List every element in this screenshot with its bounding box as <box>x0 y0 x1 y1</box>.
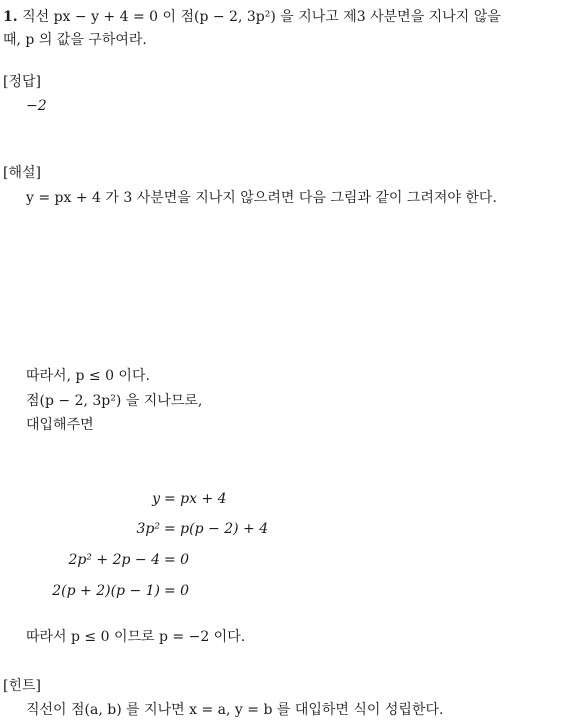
explanation-line-b: 점(p − 2, 3p²) 을 지나므로, <box>26 393 203 409</box>
problem-line-1 <box>3 7 501 27</box>
explanation-line-a: 따라서, p ≤ 0 이다. <box>26 368 150 384</box>
problem-line-2: 때, p 의 값을 구하여라. <box>3 32 147 48</box>
hint-heading: [힌트] <box>3 678 41 694</box>
hint-text: 직선이 점(a, b) 를 지나면 x = a, y = b 를 대입하면 식이 성립한다. <box>26 702 444 718</box>
problem-number: 1. <box>3 9 18 25</box>
answer-value: −2 <box>26 98 47 114</box>
equation-2-rhs: = p(p − 2) + 4 <box>164 521 269 537</box>
equation-2-lhs: 3p² <box>136 521 160 537</box>
equation-4-lhs: 2(p + 2)(p − 1) <box>52 583 160 599</box>
equation-1-rhs: = px + 4 <box>164 491 227 507</box>
equation-3-lhs: 2p² + 2p − 4 <box>68 552 160 568</box>
equation-1-lhs: y <box>152 491 160 507</box>
problem-text-1: 직선 px − y + 4 = 0 이 점(p − 2, 3p²) 을 지나고 제3 사분면을 지나지 않을 <box>22 9 501 25</box>
explanation-intro: y = px + 4 가 3 사분면을 지나지 않으려면 다음 그림과 같이 그려져야 한다. <box>26 190 497 206</box>
explanation-line-c: 대입해주면 <box>26 417 94 433</box>
explanation-heading: [해설] <box>3 165 41 181</box>
equation-4-rhs: = 0 <box>164 583 190 599</box>
equation-3-rhs: = 0 <box>164 552 190 568</box>
explanation-conclusion: 따라서 p ≤ 0 이므로 p = −2 이다. <box>26 629 246 645</box>
answer-heading: [정답] <box>3 74 41 90</box>
